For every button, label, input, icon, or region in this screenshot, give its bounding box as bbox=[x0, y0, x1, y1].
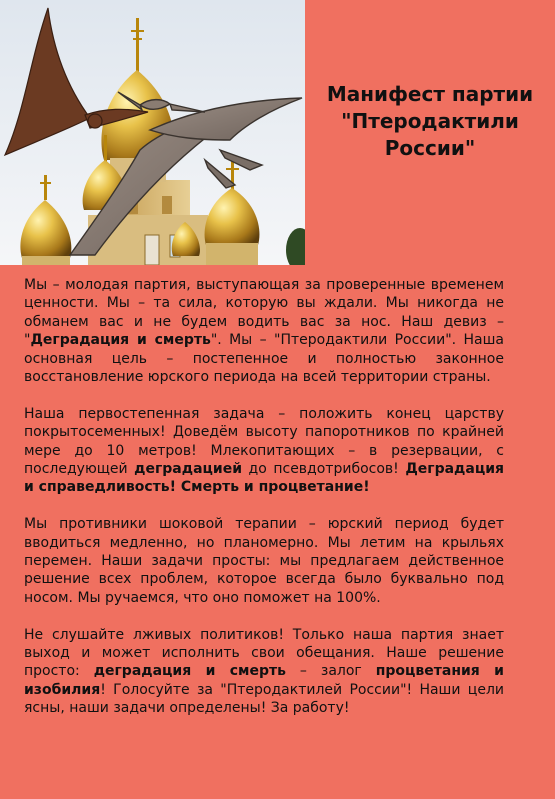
p1-text-2: ". Мы – "Птеродактили России". Наша основная цель – постепенное и полностью законное восстановление юрского периода на всей территории страны. bbox=[24, 332, 504, 386]
p1-bold-1: Деградация и смерть bbox=[30, 332, 211, 349]
paragraph-4 bbox=[24, 626, 504, 718]
p4-text-3: ! Голосуйте за "Птеродактилей России"! Наши цели ясны, наши задачи определены! За работу! bbox=[24, 681, 504, 717]
paragraph-3 bbox=[24, 515, 504, 607]
p2-bold-2: Деградация и справедливость! Смерть и процветание! bbox=[24, 461, 504, 496]
p1-text-1: Мы – молодая партия, выступающая за проверенные временем ценности. Мы – та сила, которую вы ждали. Мы никогда не обманем вас и не будем водить вас за нос. Наш девиз – " bbox=[24, 277, 504, 349]
p4-bold-2: процветания и изобилия bbox=[24, 663, 504, 698]
p2-text-2: до псевдотрибосов! bbox=[242, 461, 406, 478]
hero-image bbox=[0, 0, 305, 265]
p3-text-1: Мы противники шоковой терапии – юрский период будет вводиться медленно, но планомерно. Мы летим на крыльях перемен. Наши задачи просты: мы предлагаем действенное решение всех проблем, которое всегда было буквально под носом. Мы ручаемся, что оно поможет на 100%. bbox=[24, 516, 504, 606]
paragraph-2 bbox=[24, 405, 504, 497]
title-line-2: "Птеродактили bbox=[341, 109, 519, 133]
title-line-3: России" bbox=[384, 136, 476, 160]
paragraph-1 bbox=[24, 276, 504, 386]
pterodactyls-over-domes-illustration bbox=[0, 0, 305, 265]
manifesto-title bbox=[319, 81, 541, 184]
manifesto-body bbox=[24, 276, 504, 736]
p4-bold-1: деградация и смерть bbox=[93, 663, 286, 680]
p4-text-1: Не слушайте лживых политиков! Только наша партия знает выход и может исполнить свои обещания. Наше решение просто: bbox=[24, 626, 504, 680]
title-box bbox=[305, 0, 555, 265]
p2-text-1: Наша первостепенная задача – положить конец царству покрытосеменных! Доведём высоту папоротников по крайней мере до 10 метров! Млекопитающих – в резервации, с последующей bbox=[24, 405, 504, 478]
p4-text-2: – залог bbox=[285, 663, 376, 680]
p2-bold-1: деградацией bbox=[134, 461, 243, 478]
title-line-1: Манифест партии bbox=[326, 82, 534, 106]
